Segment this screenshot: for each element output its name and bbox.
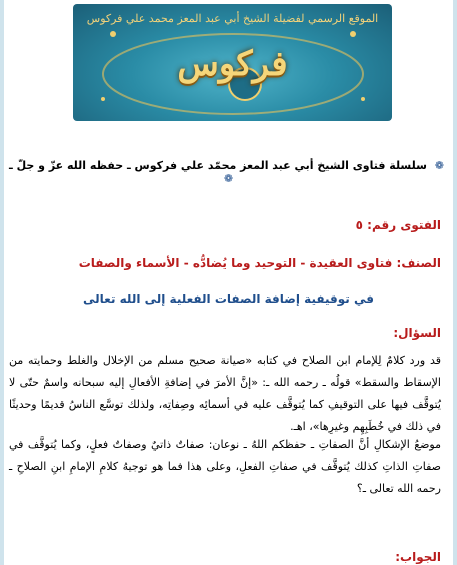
series-text: سلسلة فتاوى الشيخ أبي عبد المعز محمّد علي فركوس ـ حفظه الله عزّ و جلّ ـ: [8, 159, 427, 172]
question-paragraph: قد ورد كلامٌ لِلإمام ابن الصلاح في كتابه «صيانة صحيح مسلم من الإخلال والغلط وحمايته من الإسقاط والسقط» قولُه ـ رحمه الله ـ: «إنَّ الأمرَ في إضافةِ الأفعالِ إليه سبحانه واسمٌ حتّى لا يُتوقَّف فيها على التوقيفِ كما يُتوقَّف عليه في أسمائِه وصِفاتِه، ولذلك توسَّع الناسُ قديمًا وحديثًا في ذلك في خُطَبِهِم وغيرِها»، اهـ.: [9, 354, 441, 433]
banner-subtitle: الموقع الرسمي لفضيلة الشيخ أبي عبد المعز محمد علي فركوس: [86, 12, 379, 25]
site-banner[interactable]: [73, 4, 392, 121]
question-heading: السؤال:: [393, 326, 441, 340]
fatwa-category: الصنف: فتاوى العقيدة - التوحيد وما يُضادُّه - الأسماء والصفات: [78, 256, 441, 270]
answer-heading: الجواب:: [395, 550, 441, 564]
question-paragraph: موضعُ الإشكالِ أنَّ الصفاتِ ـ حفظكم اللهُ ـ نوعان: صفاتٌ ذاتيٌ وصفاتٌ فعلٍ، وكما يُتوقَّف في صفاتِ الذاتِ كذلك يُتوقَّف في صفاتِ الفعلِ، وعلى هذا فما هو توجيهُ كلامِ الإمامِ ابنِ الصلاحِ ـ رحمه الله تعالى ـ؟: [9, 438, 441, 495]
banner-title: فركوس: [177, 44, 288, 84]
series-title: [4, 159, 453, 185]
flower-icon: ❁: [223, 172, 234, 185]
flower-icon: ❁: [434, 159, 444, 172]
fatwa-number: الفتوى رقم: ٥: [355, 218, 441, 232]
fatwa-subject: في توقيفية إضافة الصفات الفعلية إلى الله تعالى: [83, 292, 374, 306]
